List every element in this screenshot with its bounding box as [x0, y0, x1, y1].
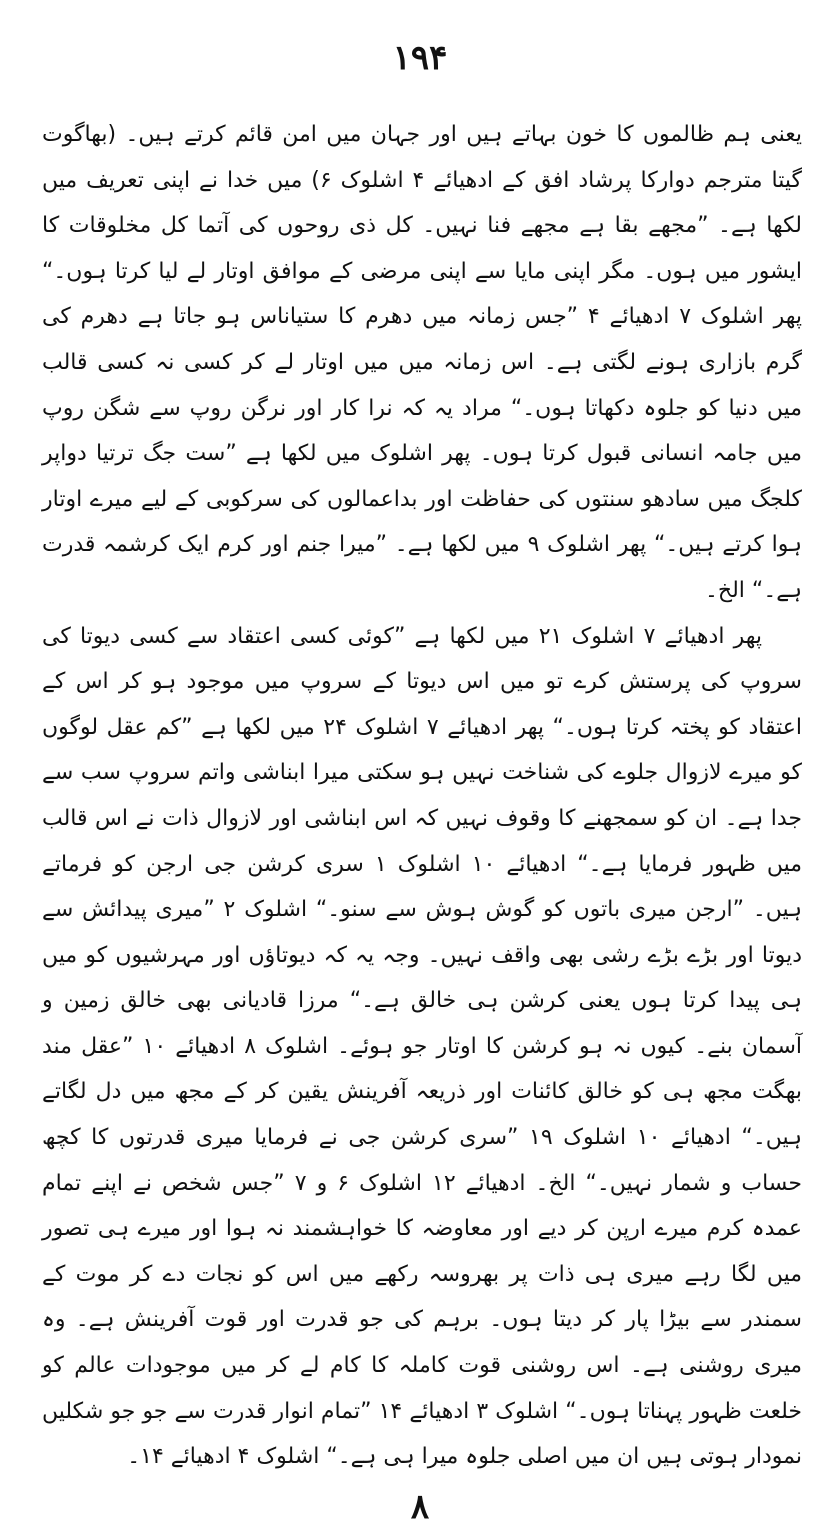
- page-number: ۱۹۴: [392, 38, 448, 78]
- paragraph-1: یعنی ہم ظالموں کا خون بہاتے ہیں اور جہان میں امن قائم کرتے ہیں۔ (بھاگوت گیتا مترجم دوارکا پرشاد افق کے ادھیائے ۴ اشلوک ۶) میں خدا نے اپنی تعریف میں لکھا ہے۔ ”مجھے بقا ہے مجھے فنا نہیں۔ کل ذی روحوں کی آتما کل مخلوقات کا ایشور میں ہوں۔ مگر اپنی مایا سے اپنی مرضی کے موافق اوتار لے لیا کرتا ہوں۔“ پھر اشلوک ۷ ادھیائے ۴ ”جس زمانہ میں دھرم کا ستیاناس ہو جاتا ہے دھرم کی گرم بازاری ہونے لگتی ہے۔ اس زمانہ میں میں اوتار لے کر کسی نہ کسی قالب میں دنیا کو جلوہ دکھاتا ہوں۔“ مراد یہ کہ نرا کار اور نرگن روپ سے شگن روپ میں جامہ انسانی قبول کرتا ہوں۔ پھر اشلوک میں لکھا ہے ”ست جگ ترتیا دواپر کلجگ میں سادھو سنتوں کی حفاظت اور بداعمالوں کی سرکوبی کے لیے میرے اوتار ہوا کرتے ہیں۔“ پھر اشلوک ۹ میں لکھا ہے۔ ”میرا جنم اور کرم ایک کرشمہ قدرت ہے۔“ الخ۔: [42, 122, 803, 603]
- signature-number: ۸: [410, 1487, 430, 1527]
- paragraph-2: پھر ادھیائے ۷ اشلوک ۲۱ میں لکھا ہے ”کوئی کسی اعتقاد سے کسی دیوتا کی سروپ کی پرستش کرے تو میں اس دیوتا کے سروپ میں موجود ہو کر اس کے اعتقاد کو پختہ کرتا ہوں۔“ پھر ادھیائے ۷ اشلوک ۲۴ میں لکھا ہے ”کم عقل لوگوں کو میرے لازوال جلوے کی شناخت نہیں ہو سکتی میرا ابناشی واتم سروپ سب سے جدا ہے۔ ان کو سمجھنے کا وقوف نہیں کہ اس ابناشی اور لازوال ذات نے اس قالب میں ظہور فرمایا ہے۔“ ادھیائے ۱۰ اشلوک ۱ سری کرشن جی ارجن کو فرماتے ہیں۔ ”ارجن میری باتوں کو گوش ہوش سے سنو۔“ اشلوک ۲ ”میری پیدائش سے دیوتا اور بڑے بڑے رشی بھی واقف نہیں۔ وجہ یہ کہ دیوتاؤں اور مہرشیوں کو میں ہی پیدا کرتا ہوں یعنی کرشن ہی خالق ہے۔“ مرزا قادیانی بھی خالق زمین و آسمان بنے۔ کیوں نہ ہو کرشن کا اوتار جو ہوئے۔ اشلوک ۸ ادھیائے ۱۰ ”عقل مند بھگت مجھ ہی کو خالق کائنات اور ذریعہ آفرینش یقین کر کے مجھ میں دل لگاتے ہیں۔“ ادھیائے ۱۰ اشلوک ۱۹ ”سری کرشن جی نے فرمایا میری قدرتوں کا کچھ حساب و شمار نہیں۔“ الخ۔ ادھیائے ۱۲ اشلوک ۶ و ۷ ”جس شخص نے اپنے تمام عمدہ کرم میرے ارپن کر دیے اور معاوضہ کا خواہشمند نہ ہوا اور میرے ہی تصور میں لگا رہے میری ہی ذات پر بھروسہ رکھے میں اس کو نجات دے کر موت کے سمندر سے بیڑا پار کر دیتا ہوں۔ برہم کی جو قدرت اور قوت آفرینش ہے۔ وہ میری روشنی ہے۔ اس روشنی قوت کاملہ کا کام لے کر میں موجودات عالم کو خلعت ظہور پہناتا ہوں۔“ اشلوک ۳ ادھیائے ۱۴ ”تمام انوار قدرت سے جو جو شکلیں نمودار ہوتی ہیں ان میں اصلی جلوہ میرا ہی ہے۔“ اشلوک ۴ ادھیائے ۱۴۔: [42, 623, 803, 1470]
- page-body-text: [42, 112, 802, 1480]
